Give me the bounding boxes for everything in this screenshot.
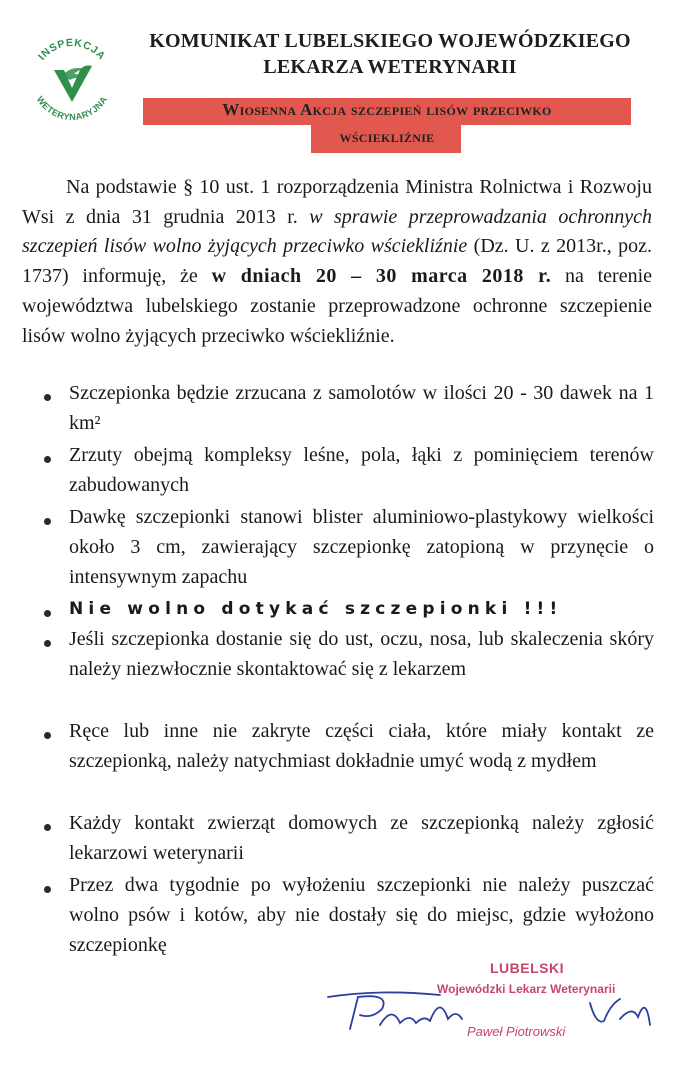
- bullet-dot: [44, 886, 51, 893]
- list-item-text: Dawkę szczepionki stanowi blister aluminiowo-plastykowy wielkości około 3 cm, zawierający szczepionkę zatopioną w przynęcie o intensywnym zapachu: [69, 506, 654, 588]
- bullet-dot: [44, 732, 51, 739]
- list-item-text: Przez dwa tygodnie po wyłożeniu szczepionki nie należy puszczać wolno psów i kotów, aby nie dostały się do miejsc, gdzie wyłożono szczepionkę: [69, 874, 654, 956]
- stamp-line-1: LUBELSKI: [490, 960, 564, 976]
- svg-text:INSPEKCJA: [36, 37, 108, 63]
- bullet-dot: [44, 394, 51, 401]
- list-item-text: Jeśli szczepionka dostanie się do ust, oczu, nosa, lub skaleczenia skóry należy niezwłocznie skontaktować się z lekarzem: [69, 628, 654, 680]
- list-item-text: Każdy kontakt zwierząt domowych ze szczepionką należy zgłosić lekarzowi weterynarii: [69, 812, 654, 864]
- list-item-text: Zrzuty obejmą kompleksy leśne, pola, łąki z pominięciem terenów zabudowanych: [69, 444, 654, 496]
- title-line-1: KOMUNIKAT LUBELSKIEGO WOJEWÓDZKIEGO: [149, 30, 631, 52]
- banner-line-1: Wiosenna Akcja szczepień lisów przeciwko: [222, 100, 552, 119]
- veterinary-inspection-logo: [22, 30, 122, 130]
- banner-line-2: wściekliźnie: [339, 127, 435, 146]
- title-line-2: LEKARZA WETERYNARII: [263, 56, 517, 78]
- intro-regulation-title: w sprawie przeprowadzania ochronnych szczepień lisów wolno żyjących przeciwko wściekliźnie: [22, 205, 652, 258]
- intro-text-3: na terenie województwa lubelskiego zostanie przeprowadzone ochronne szczepienie lisów wolno żyjących przeciwko wściekliźnie.: [22, 265, 653, 347]
- intro-text-1: Na podstawie § 10 ust. 1 rozporządzenia Ministra Rolnictwa i Rozwoju Wsi z dnia 31 grudnia 2013 r.: [22, 176, 652, 228]
- intro-text-2: (Dz. U. z 2013r., poz. 1737) informuję, że: [22, 235, 653, 288]
- intro-paragraph: [22, 173, 652, 351]
- stamp-name: Paweł Piotrowski: [467, 1024, 566, 1039]
- stamp-line-2: Wojewódzki Lekarz Weterynarii: [437, 982, 616, 996]
- list-item-text: Szczepionka będzie zrzucana z samolotów w ilości 20 - 30 dawek na 1 km²: [69, 382, 654, 434]
- bullet-dot: [44, 640, 51, 647]
- intro-dates: w dniach 20 – 30 marca 2018 r.: [211, 265, 552, 288]
- logo-arc-top: INSPEKCJA: [35, 36, 108, 63]
- warning-text: Nie wolno dotykać szczepionki !!!: [69, 599, 563, 619]
- bullet-dot: [44, 456, 51, 463]
- page-title: [130, 28, 650, 80]
- bullet-dot: [44, 610, 51, 617]
- official-stamp: [435, 960, 650, 1050]
- logo-arc-bottom: WETERYNARYJNA: [34, 94, 110, 123]
- list-item-text: Ręce lub inne nie zakryte części ciała, które miały kontakt ze szczepionką, należy natychmiast dokładnie umyć wodą z mydłem: [69, 720, 654, 772]
- bullet-dot: [44, 824, 51, 831]
- bullet-dot: [44, 518, 51, 525]
- campaign-banner: [143, 98, 631, 156]
